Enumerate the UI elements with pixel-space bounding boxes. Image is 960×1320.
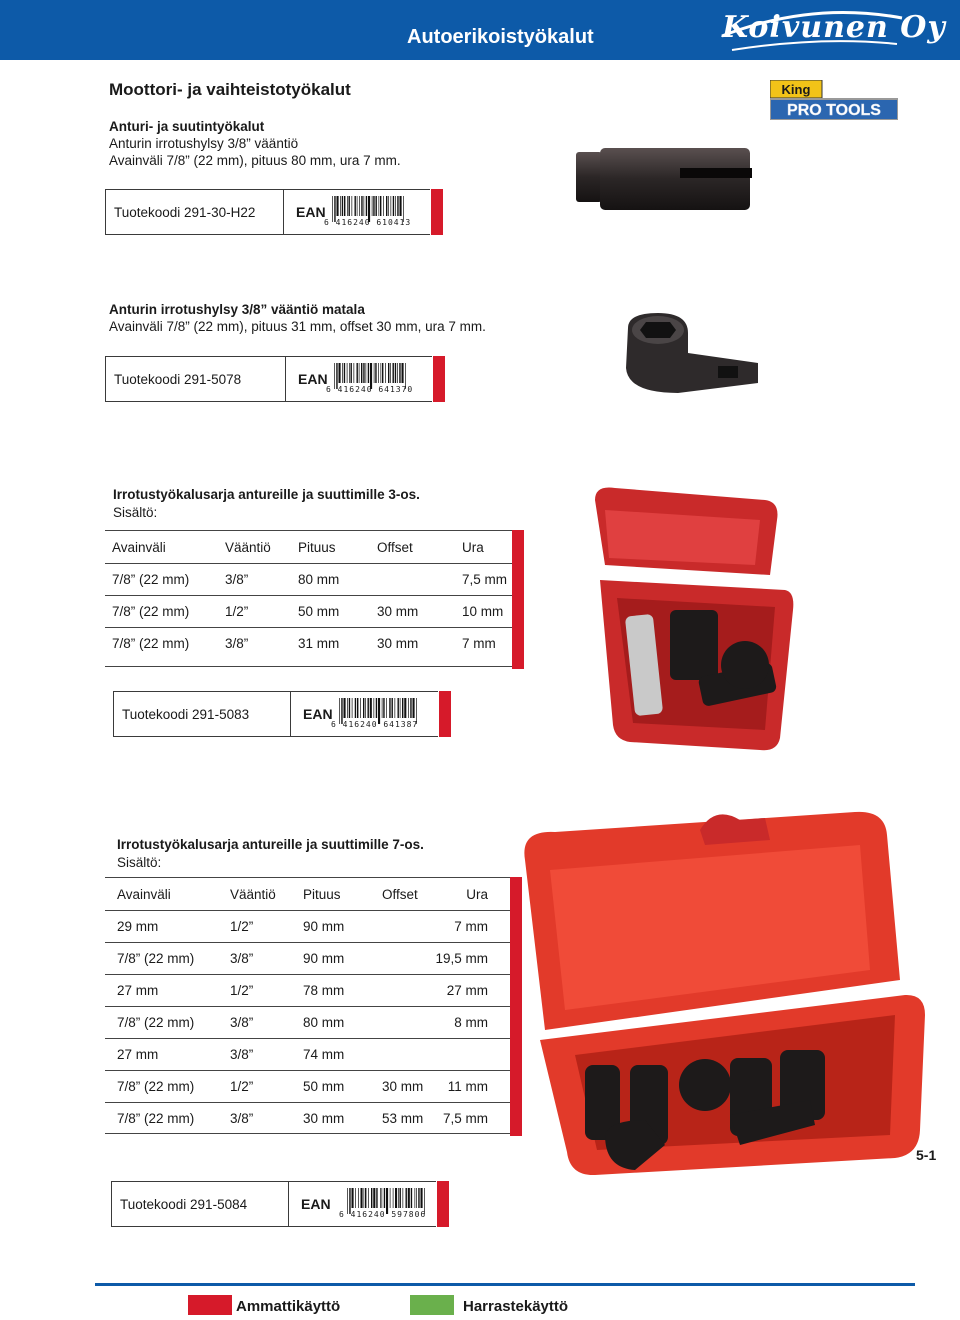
product1-heading: Anturi- ja suutintyökalut bbox=[109, 119, 265, 134]
legend-hobby-swatch bbox=[410, 1295, 454, 1315]
table-row bbox=[105, 1006, 510, 1038]
table-header-cell: Ura bbox=[466, 886, 488, 902]
table-cell: 78 mm bbox=[303, 983, 345, 998]
table-row bbox=[105, 595, 512, 627]
product1-ean-label: EAN bbox=[296, 204, 326, 220]
product1-ean-number: 6 416240 610413 bbox=[324, 218, 412, 227]
product1-line1: Anturin irrotushylsy 3/8” vääntiö bbox=[109, 136, 299, 151]
table-header-cell: Avainväli bbox=[117, 886, 171, 902]
table-header-cell: Ura bbox=[462, 539, 484, 555]
table-row bbox=[105, 1102, 510, 1134]
table-row bbox=[105, 563, 512, 595]
table-cell: 11 mm bbox=[447, 1079, 488, 1094]
table-row bbox=[105, 942, 510, 974]
badge-line1: King bbox=[781, 82, 811, 97]
table-cell: 7/8” (22 mm) bbox=[112, 636, 190, 651]
professional-use-marker bbox=[439, 691, 451, 737]
table-cell: 3/8” bbox=[225, 636, 249, 651]
table-header-cell: Pituus bbox=[298, 539, 336, 555]
footer-divider bbox=[95, 1283, 915, 1286]
badge-line2: PRO TOOLS bbox=[787, 102, 881, 119]
page-number: 5-1 bbox=[916, 1147, 937, 1163]
table-cell: 30 mm bbox=[382, 1079, 424, 1094]
table-cell: 3/8” bbox=[230, 1047, 254, 1062]
table-cell: 3/8” bbox=[230, 1111, 254, 1126]
product3-contents-label: Sisältö: bbox=[113, 505, 158, 520]
table-header-cell: Vääntiö bbox=[230, 886, 276, 902]
legend-professional-swatch bbox=[188, 1295, 232, 1315]
table-header-cell: Avainväli bbox=[112, 539, 166, 555]
table-row bbox=[105, 974, 510, 1006]
table-cell: 90 mm bbox=[303, 951, 345, 966]
table-cell: 7,5 mm bbox=[462, 572, 508, 587]
table-cell: 7/8” (22 mm) bbox=[117, 1111, 195, 1126]
table-cell: 7,5 mm bbox=[442, 1111, 488, 1126]
table-cell: 10 mm bbox=[462, 604, 504, 619]
table-cell: 3/8” bbox=[230, 1015, 254, 1030]
table-cell: 50 mm bbox=[303, 1079, 345, 1094]
table-cell: 7/8” (22 mm) bbox=[117, 1015, 195, 1030]
table-header-cell: Offset bbox=[377, 539, 413, 555]
sensor-socket-set-3pc-image bbox=[585, 470, 800, 755]
table-row bbox=[105, 627, 512, 659]
table-row bbox=[105, 1070, 510, 1102]
product2-ean-number: 6 416240 641370 bbox=[326, 385, 414, 394]
table-cell: 27 mm bbox=[446, 983, 488, 998]
table-cell: 1/2” bbox=[230, 919, 254, 934]
table-cell: 27 mm bbox=[117, 983, 159, 998]
table-cell: 31 mm bbox=[298, 636, 340, 651]
table-cell: 1/2” bbox=[230, 1079, 254, 1094]
table-cell: 1/2” bbox=[225, 604, 249, 619]
table-cell: 7/8” (22 mm) bbox=[112, 604, 190, 619]
professional-use-marker bbox=[512, 530, 524, 669]
table-cell: 7/8” (22 mm) bbox=[117, 1079, 195, 1094]
product4-heading: Irrotustyökalusarja antureille ja suuttimille 7-os. bbox=[117, 837, 424, 852]
table-header-row bbox=[105, 878, 510, 910]
brand-logo: Koivunen Oy bbox=[722, 10, 946, 45]
table-cell: 8 mm bbox=[454, 1015, 488, 1030]
table-header-cell: Vääntiö bbox=[225, 539, 271, 555]
table-cell: 3/8” bbox=[230, 951, 254, 966]
legend-hobby-label: Harrastekäyttö bbox=[463, 1298, 569, 1315]
table-cell: 19,5 mm bbox=[435, 951, 488, 966]
table-cell: 7/8” (22 mm) bbox=[117, 951, 195, 966]
product2-heading: Anturin irrotushylsy 3/8” vääntiö matala bbox=[109, 302, 365, 317]
table-cell: 90 mm bbox=[303, 919, 345, 934]
table-cell: 30 mm bbox=[377, 604, 419, 619]
table-cell: 30 mm bbox=[377, 636, 419, 651]
table-cell: 7 mm bbox=[454, 919, 488, 934]
product4-code: Tuotekoodi 291-5084 bbox=[112, 1182, 289, 1226]
product2-code-box bbox=[105, 356, 432, 402]
product4-code-box bbox=[111, 1181, 436, 1227]
table-cell: 30 mm bbox=[303, 1111, 345, 1126]
table-row bbox=[105, 910, 510, 942]
product3-code-box bbox=[113, 691, 438, 737]
product3-ean-number: 6 416240 641387 bbox=[331, 720, 419, 729]
table-header-cell: Pituus bbox=[303, 886, 341, 902]
product1-code-box bbox=[105, 189, 430, 235]
professional-use-marker bbox=[431, 189, 443, 235]
product1-line2: Avainväli 7/8” (22 mm), pituus 80 mm, ura 7 mm. bbox=[109, 153, 401, 168]
table-cell: 27 mm bbox=[117, 1047, 159, 1062]
product3-heading: Irrotustyökalusarja antureille ja suuttimille 3-os. bbox=[113, 487, 420, 502]
product4-ean-label: EAN bbox=[301, 1196, 331, 1212]
table-cell: 80 mm bbox=[298, 572, 340, 587]
product3-ean-label: EAN bbox=[303, 706, 333, 722]
table-cell: 7 mm bbox=[462, 636, 496, 651]
table-header-row bbox=[105, 531, 512, 563]
product3-table bbox=[105, 530, 512, 667]
table-cell: 80 mm bbox=[303, 1015, 345, 1030]
product4-contents-label: Sisältö: bbox=[117, 855, 162, 870]
table-cell: 74 mm bbox=[303, 1047, 345, 1062]
sensor-socket-image bbox=[570, 140, 760, 220]
product2-ean-label: EAN bbox=[298, 371, 328, 387]
professional-use-marker bbox=[433, 356, 445, 402]
table-cell: 50 mm bbox=[298, 604, 340, 619]
product2-line1: Avainväli 7/8” (22 mm), pituus 31 mm, offset 30 mm, ura 7 mm. bbox=[109, 319, 486, 334]
product3-code: Tuotekoodi 291-5083 bbox=[114, 692, 291, 736]
table-cell: 29 mm bbox=[117, 919, 159, 934]
product1-code: Tuotekoodi 291-30-H22 bbox=[106, 190, 284, 234]
sensor-socket-set-7pc-image bbox=[515, 800, 935, 1180]
table-row bbox=[105, 1038, 510, 1070]
page-header bbox=[0, 0, 960, 60]
header-title: Autoerikoistyökalut bbox=[407, 26, 594, 48]
table-cell: 3/8” bbox=[225, 572, 249, 587]
section-title: Moottori- ja vaihteistotyökalut bbox=[109, 80, 351, 99]
legend-professional-label: Ammattikäyttö bbox=[236, 1298, 341, 1315]
product4-ean-number: 6 416240 597806 bbox=[339, 1210, 427, 1219]
table-cell: 7/8” (22 mm) bbox=[112, 572, 190, 587]
offset-socket-image bbox=[618, 308, 768, 403]
product4-table bbox=[105, 877, 510, 1134]
table-cell: 1/2” bbox=[230, 983, 254, 998]
product2-code: Tuotekoodi 291-5078 bbox=[106, 357, 286, 401]
king-pro-tools-badge bbox=[770, 80, 898, 120]
professional-use-marker bbox=[437, 1181, 449, 1227]
table-cell: 53 mm bbox=[382, 1111, 424, 1126]
table-header-cell: Offset bbox=[382, 886, 418, 902]
